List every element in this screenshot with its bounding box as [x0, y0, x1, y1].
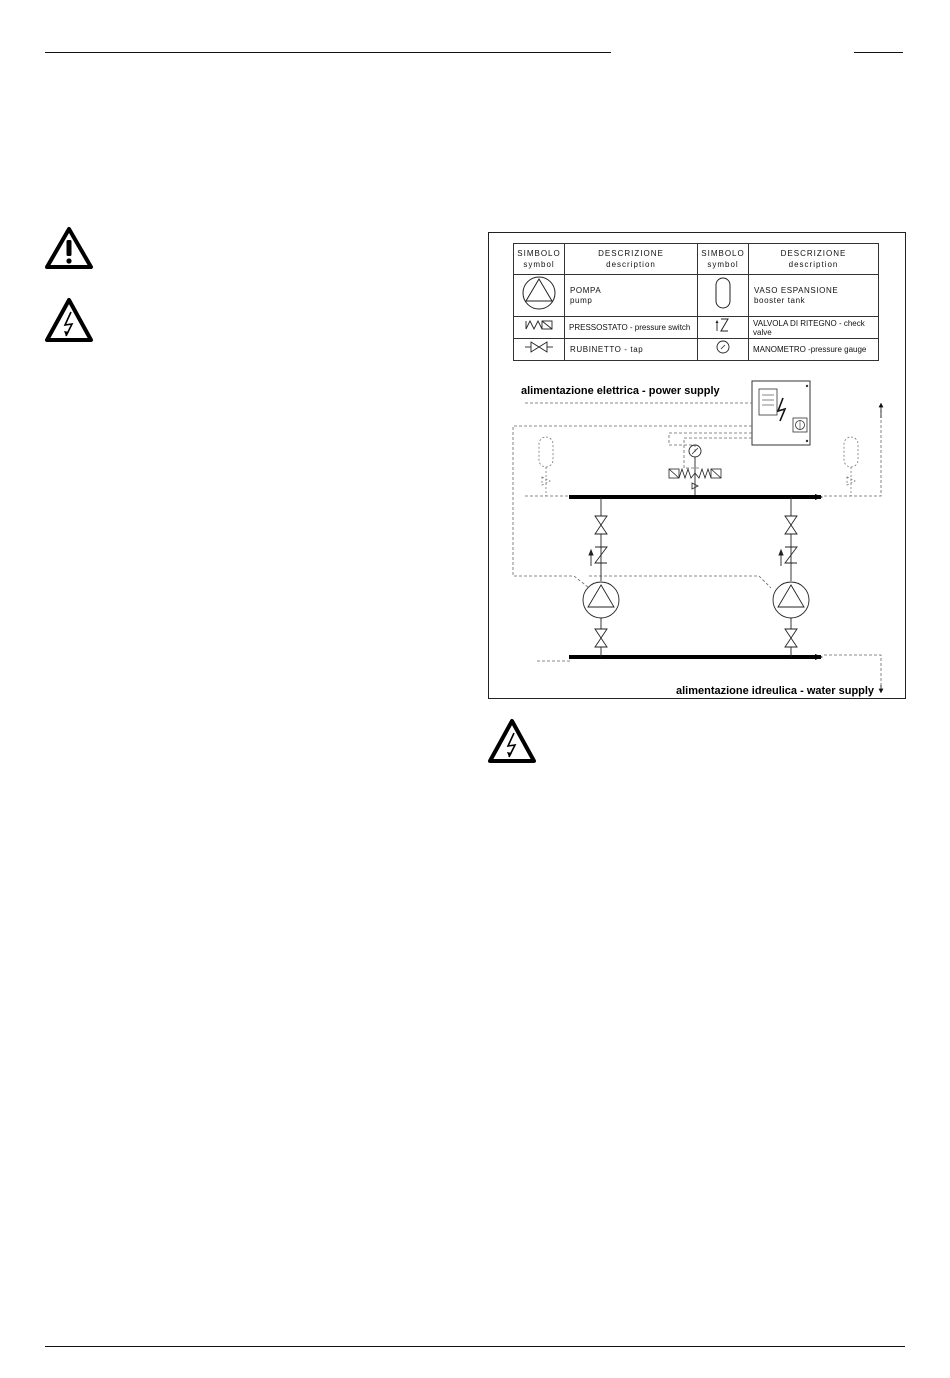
electrical-hazard-icon: [487, 718, 537, 769]
description-header-it: DESCRIZIONE: [598, 249, 664, 258]
legend-item-label: PRESSOSTATO - pressure switch: [569, 323, 691, 332]
pressure-gauge: [689, 445, 701, 496]
booster-tank-right: [844, 437, 858, 496]
legend-item-name-en: pump: [570, 295, 593, 305]
header-rule-left: [45, 52, 611, 53]
footer-rule: [45, 1346, 905, 1347]
pump-branch-left: [583, 497, 619, 657]
symbol-header-en: symbol: [707, 260, 739, 269]
description-header-it: DESCRIZIONE: [780, 249, 847, 258]
legend-item-label: VALVOLA DI RITEGNO - check valve: [753, 318, 865, 337]
description-header-en: description: [788, 260, 839, 269]
symbol-header-it: SIMBOLO: [517, 249, 561, 258]
water-supply-label: alimentazione idreulica - water supply: [676, 685, 875, 697]
description-header-en: description: [606, 260, 656, 269]
header-rule-right: [854, 52, 903, 53]
power-supply-label: alimentazione elettrica - power supply: [521, 385, 720, 397]
booster-set-schematic: [489, 233, 905, 698]
control-panel: [752, 381, 810, 445]
legend-item-label: MANOMETRO -pressure gauge: [753, 345, 867, 354]
symbol-header-it: SIMBOLO: [701, 249, 745, 258]
warning-exclamation-icon: [44, 226, 94, 275]
booster-tank-left: [539, 437, 553, 496]
symbol-header-en: symbol: [523, 260, 555, 269]
legend-item-label: RUBINETTO - tap: [570, 344, 644, 354]
system-diagram-figure: [488, 232, 906, 699]
pump-branch-right: [773, 497, 809, 657]
legend-item-name-it: POMPA: [570, 285, 602, 295]
electrical-hazard-icon: [44, 297, 94, 348]
legend-item-name-it: VASO ESPANSIONE: [754, 285, 839, 295]
legend-item-name-en: booster tank: [754, 295, 806, 305]
